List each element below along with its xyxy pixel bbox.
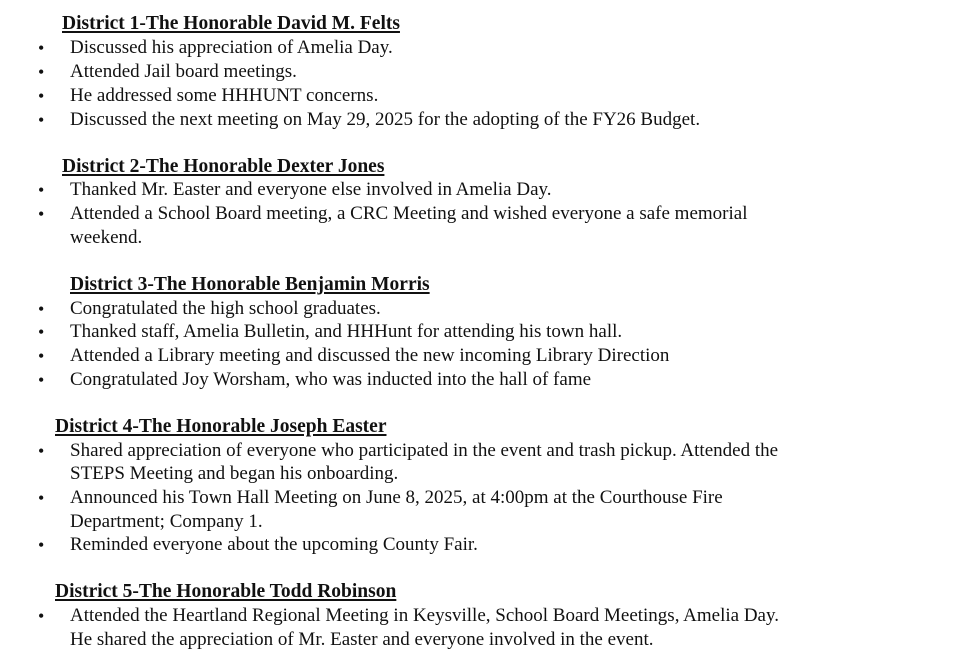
district-5-item-1-line-2: He shared the appreciation of Mr. Easter and everyone involved in the event.: [70, 629, 654, 650]
district-1-heading: District 1-The Honorable David M. Felts: [62, 13, 400, 34]
bullet-icon: •: [38, 110, 45, 130]
bullet-icon: •: [38, 488, 45, 508]
district-5-item-1-line-1: Attended the Heartland Regional Meeting in Keysville, School Board Meetings, Amelia Day.: [70, 605, 779, 626]
district-3-item-3: Attended a Library meeting and discussed the new incoming Library Direction: [70, 345, 670, 366]
bullet-icon: •: [38, 535, 45, 555]
district-4-item-1-line-1: Shared appreciation of everyone who participated in the event and trash pickup. Attended the: [70, 440, 779, 461]
bullet-icon: •: [38, 606, 45, 626]
district-5-heading: District 5-The Honorable Todd Robinson: [55, 581, 397, 602]
bullet-icon: •: [38, 62, 45, 82]
bullet-icon: •: [38, 180, 45, 200]
district-1-item-1: Discussed his appreciation of Amelia Day.: [70, 37, 393, 58]
district-2-item-2-line-2: weekend.: [70, 227, 143, 248]
district-2-item-2-line-1: Attended a School Board meeting, a CRC Meeting and wished everyone a safe memorial: [70, 203, 748, 224]
district-2-item-1: Thanked Mr. Easter and everyone else involved in Amelia Day.: [70, 179, 552, 200]
district-4-item-2-line-1: Announced his Town Hall Meeting on June 8, 2025, at 4:00pm at the Courthouse Fire: [70, 487, 723, 508]
bullet-icon: •: [38, 346, 45, 366]
district-3-item-4: Congratulated Joy Worsham, who was inducted into the hall of fame: [70, 369, 592, 390]
district-4-item-3: Reminded everyone about the upcoming County Fair.: [70, 534, 478, 555]
bullet-icon: •: [38, 370, 45, 390]
bullet-icon: •: [38, 38, 45, 58]
bullet-icon: •: [38, 322, 45, 342]
district-4-item-2-line-2: Department; Company 1.: [70, 511, 263, 532]
district-1-item-4: Discussed the next meeting on May 29, 2025 for the adopting of the FY26 Budget.: [70, 109, 701, 130]
district-4-item-1-line-2: STEPS Meeting and began his onboarding.: [70, 463, 399, 484]
district-2-heading: District 2-The Honorable Dexter Jones: [62, 156, 385, 177]
bullet-icon: •: [38, 299, 45, 319]
bullet-icon: •: [38, 441, 45, 461]
district-1-item-2: Attended Jail board meetings.: [70, 61, 297, 82]
district-4-heading: District 4-The Honorable Joseph Easter: [55, 416, 387, 437]
district-3-item-1: Congratulated the high school graduates.: [70, 298, 381, 319]
bullet-icon: •: [38, 86, 45, 106]
district-3-item-2: Thanked staff, Amelia Bulletin, and HHHunt for attending his town hall.: [70, 321, 623, 342]
district-3-heading: District 3-The Honorable Benjamin Morris: [70, 274, 430, 295]
district-1-item-3: He addressed some HHHUNT concerns.: [70, 85, 379, 106]
bullet-icon: •: [38, 204, 45, 224]
